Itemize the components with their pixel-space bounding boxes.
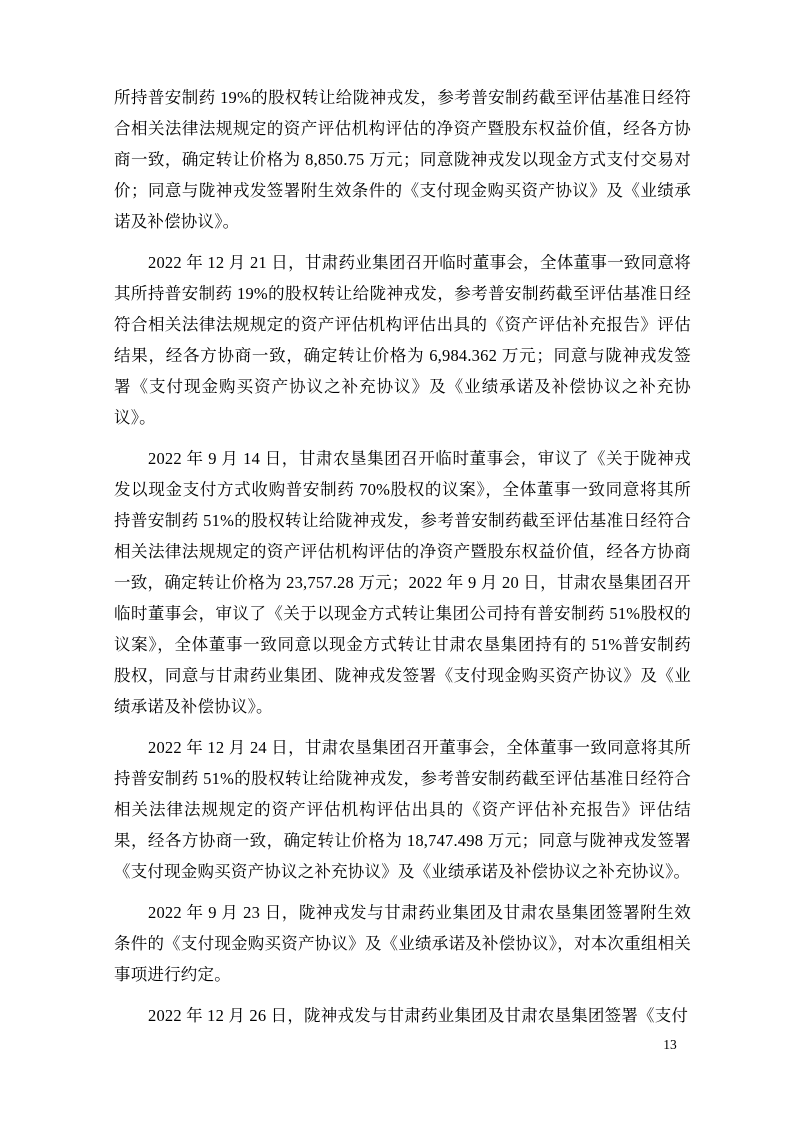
paragraph-continuation: 所持普安制药 19%的股权转让给陇神戎发，参考普安制药截至评估基准日经符合相关法律法规规定的资产评估机构评估的净资产暨股东权益价值，经各方协商一致，确定转让价格为 8,850.75 万元；同意陇神戎发以现金方式支付交易对价；同意与陇神戎发签署附生效条件的《支付现金购买资产协议》及《业绩承诺及补偿协议》。 bbox=[114, 88, 691, 231]
paragraph-2022-12-24: 2022 年 12 月 24 日，甘肃农垦集团召开董事会，全体董事一致同意将其所持普安制药 51%的股权转让给陇神戎发，参考普安制药截至评估基准日经符合相关法律法规规定的资产评估机构评估出具的《资产评估补充报告》评估结果，经各方协商一致，确定转让价格为 18,747.498 万元；同意与陇神戎发签署《支付现金购买资产协议之补充协议》及《业绩承诺及补偿协议之补充协议》。 bbox=[114, 738, 691, 881]
paragraph-2022-12-26: 2022 年 12 月 26 日，陇神戎发与甘肃药业集团及甘肃农垦集团签署《支付 bbox=[148, 1006, 689, 1025]
paragraph-2022-09-23: 2022 年 9 月 23 日，陇神戎发与甘肃药业集团及甘肃农垦集团签署附生效条件的《支付现金购买资产协议》及《业绩承诺及补偿协议》，对本次重组相关事项进行约定。 bbox=[114, 903, 691, 984]
page-number: 13 bbox=[663, 1037, 677, 1052]
paragraph-2022-12-21: 2022 年 12 月 21 日，甘肃药业集团召开临时董事会，全体董事一致同意将其所持普安制药 19%的股权转让给陇神戎发，参考普安制药截至评估基准日经符合相关法律法规规定的资产评估机构评估出具的《资产评估补充报告》评估结果，经各方协商一致，确定转让价格为 6,984.362 万元；同意与陇神戎发签署《支付现金购买资产协议之补充协议》及《业绩承诺及补偿协议之补充协议》。 bbox=[114, 253, 691, 427]
body-text bbox=[114, 82, 691, 1041]
paragraph-2022-09-14: 2022 年 9 月 14 日，甘肃农垦集团召开临时董事会，审议了《关于陇神戎发以现金支付方式收购普安制药 70%股权的议案》，全体董事一致同意将其所持普安制药 51%的股权转让给陇神戎发，参考普安制药截至评估基准日经符合相关法律法规规定的资产评估机构评估的净资产暨股东权益价值，经各方协商一致，确定转让价格为 23,757.28 万元；2022 年 9 月 20 日，甘肃农垦集团召开临时董事会，审议了《关于以现金方式转让集团公司持有普安制药 51%股权的议案》，全体董事一致同意以现金方式转让甘肃农垦集团持有的 51%普安制药股权，同意与甘肃药业集团、陇神戎发签署《支付现金购买资产协议》及《业绩承诺及补偿协议》。 bbox=[114, 449, 691, 716]
